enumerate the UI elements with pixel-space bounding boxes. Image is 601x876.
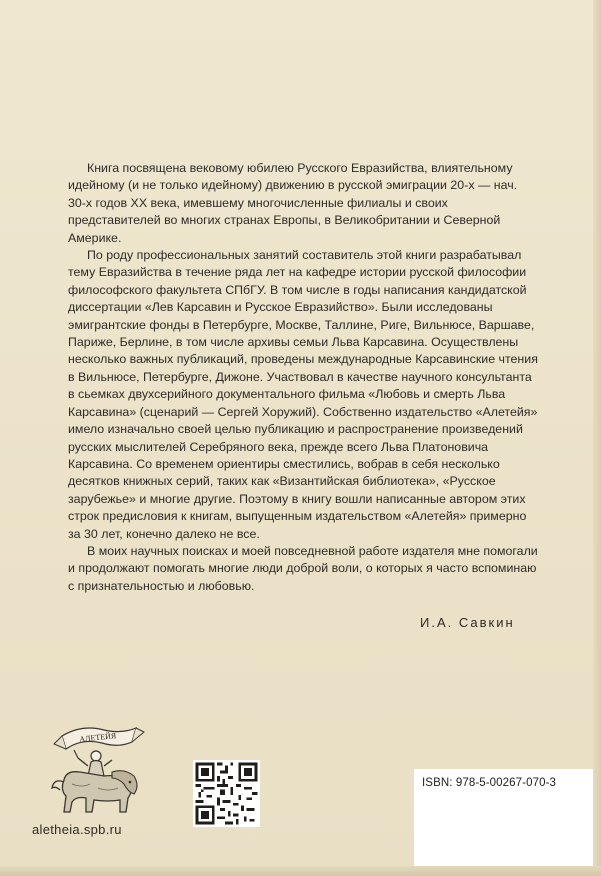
lion-rider-emblem-icon [42, 722, 152, 818]
qr-code-icon [193, 760, 260, 827]
paragraph-2: По роду профессиональных занятий составитель этой книги разрабатывал тему Евразийства в течение ряда лет на кафедре истории русской философии философского факультета СПбГУ. В том числе в годы написания кандидатской диссертации «Лев Карсавин и Русское Евразийство». Были исследованы эмигрантские фонды в Петербурге, Москве, Таллине, Риге, Вильнюсе, Варшаве, Париже, Берлине, в том числе архивы семьи Льва Карсавина. Осуществлены несколько важных публикаций, проведены международные Карсавинские чтения в Вильнюсе, Петербурге, Дижоне. Участвовал в качестве научного консультанта в сьемках двухсерийного документального фильма «Любовь и смерть Льва Карсавина» (сценарий — Сергей Хоружий). Собственно издательство «Алетейя» имело изначально своей целью публикацию и распространение произведений русских мыслителей Серебряного века, прежде всего Льва Платоновича Карсавина. Со временем ориентиры сместились, вобрав в себя несколько десятков книжных серий, таких как «Византийская библиотека», «Русское зарубежье» и многие другие. Поэтому в книгу вошли написанные автором этих строк предисловия к книгам, выпущенным издательством «Алетейя» примерно за 30 лет, конечно далеко не все. [68, 248, 538, 541]
annotation-text [68, 160, 538, 595]
isbn-number: ISBN: 978-5-00267-070-3 [422, 777, 556, 789]
publisher-website: aletheia.spb.ru [32, 822, 122, 837]
cover-edge-right [593, 0, 601, 876]
author-signature: И.А. Савкин [420, 615, 515, 630]
paragraph-3: В моих научных поисках и моей повседневной работе издателя мне помогали и продолжают помогать многие люди доброй воли, о которых я часто вспоминаю с признательностью и любовью. [68, 543, 538, 593]
cover-edge-bottom [0, 866, 601, 876]
isbn-sticker [414, 769, 600, 876]
svg-text:АЛЕТЕЙЯ: АЛЕТЕЙЯ [78, 731, 117, 744]
paragraph-1: Книга посвящена вековому юбилею Русского Евразийства, влиятельному идейному (и не только идейному) движению в русской эмиграции 20-х — нач. 30-х годов XX века, имевшему многочисленные филиалы и своих представителей во многих странах Европы, в Великобритании и Северной Америке. [68, 161, 518, 245]
